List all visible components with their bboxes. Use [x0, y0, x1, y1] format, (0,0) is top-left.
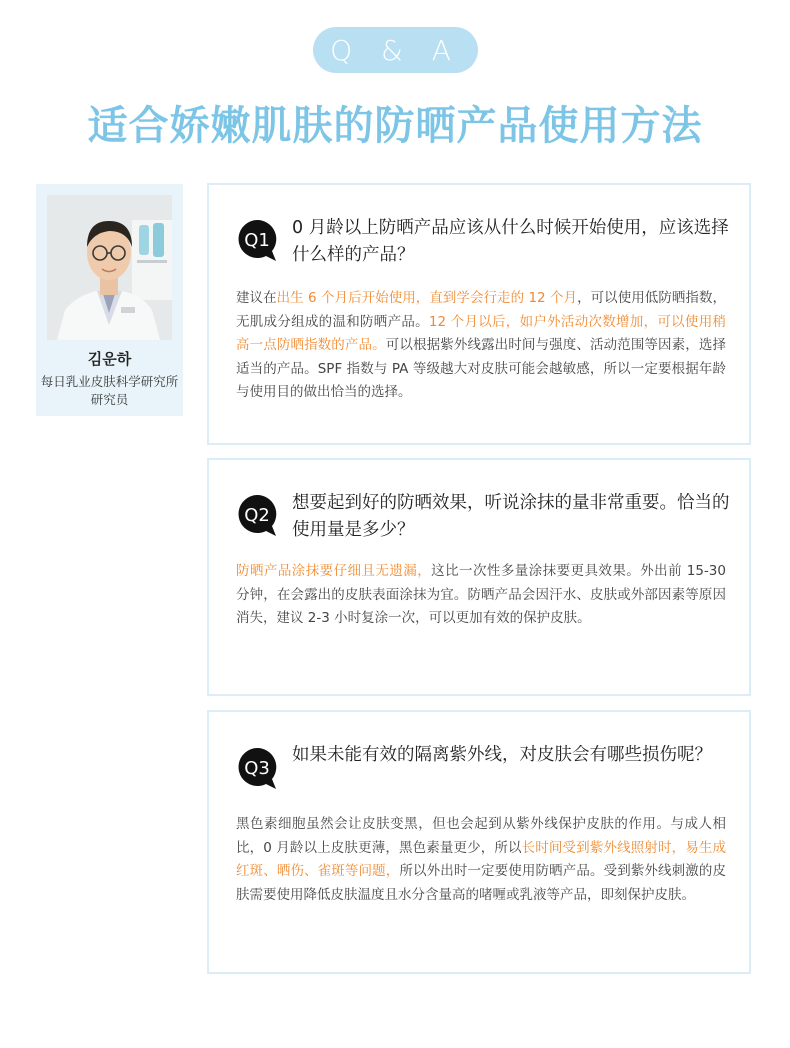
- question-2: 想要起到好的防晒效果，听说涂抹的量非常重要。恰当的使用量是多少？: [292, 493, 730, 540]
- answer-highlight-text: 长时间受到紫外线照射时，易生成红斑、晒伤、雀斑等问题，: [236, 839, 726, 879]
- qa-card-1: [207, 183, 751, 445]
- expert-role: 每日乳业皮肤科学研究所研究员: [40, 374, 179, 407]
- answer-highlight-text: 出生 6 个月后开始使用，直到学会行走的 12 个月: [276, 290, 578, 306]
- q3-badge-icon: [236, 745, 282, 795]
- question-1: 0 月龄以上防晒产品应该从什么时候开始使用，应该选择什么样的产品？: [292, 218, 729, 265]
- qa-card-3: [207, 710, 751, 974]
- answer-highlight-text: 防晒产品涂抹要仔细且无遗漏，: [236, 563, 432, 579]
- expert-profile-card: [36, 184, 183, 416]
- answer-text: 可以根据紫外线露出时间与强度、活动范围等因素，选择适当的产品。SPF 指数与 PA 等级越大对皮肤可能会越敏感，所以一定要根据年龄与使用目的做出恰当的选择。: [236, 337, 727, 400]
- q1-badge-icon: [236, 217, 282, 267]
- qa-badge: Q & A: [313, 27, 478, 73]
- svg-text:Q3: Q3: [244, 758, 270, 779]
- answer-highlight-text: 12 个月以后，如户外活动次数增加，可以使用稍高一点防晒指数的产品。: [236, 313, 726, 353]
- answer-3: [236, 813, 726, 907]
- page-title: 适合娇嫩肌肤的防晒产品使用方法: [87, 103, 703, 149]
- expert-photo: [47, 195, 172, 340]
- answer-2: [236, 560, 726, 631]
- expert-name: 김운하: [87, 350, 132, 368]
- q2-badge-icon: [236, 492, 282, 542]
- svg-text:Q2: Q2: [244, 505, 270, 526]
- question-3: 如果未能有效的隔离紫外线，对皮肤会有哪些损伤呢？: [292, 745, 712, 765]
- answer-text: 黑色素细胞虽然会让皮肤变黑，但也会起到从紫外线保护皮肤的作用。与成人相比，0 月龄以上皮肤更薄，黑色素量更少，所以: [236, 816, 726, 856]
- answer-1: [236, 287, 726, 405]
- answer-text: 建议在: [236, 290, 277, 306]
- answer-text: ，可以使用低防晒指数，无肌成分组成的温和防晒产品。: [236, 290, 727, 330]
- svg-text:Q1: Q1: [244, 230, 270, 251]
- qa-card-2: [207, 458, 751, 696]
- answer-text: 所以外出时一定要使用防晒产品。受到紫外线刺激的皮肤需要使用降低皮肤温度且水分含量高的啫喱或乳液等产品，即刻保护皮肤。: [236, 863, 727, 903]
- answer-text: 这比一次性多量涂抹要更具效果。外出前 15-30 分钟，在会露出的皮肤表面涂抹为宜。防晒产品会因汗水、皮肤或外部因素等原因消失，建议 2-3 小时复涂一次，可以更加有效的保护皮肤。: [236, 563, 726, 626]
